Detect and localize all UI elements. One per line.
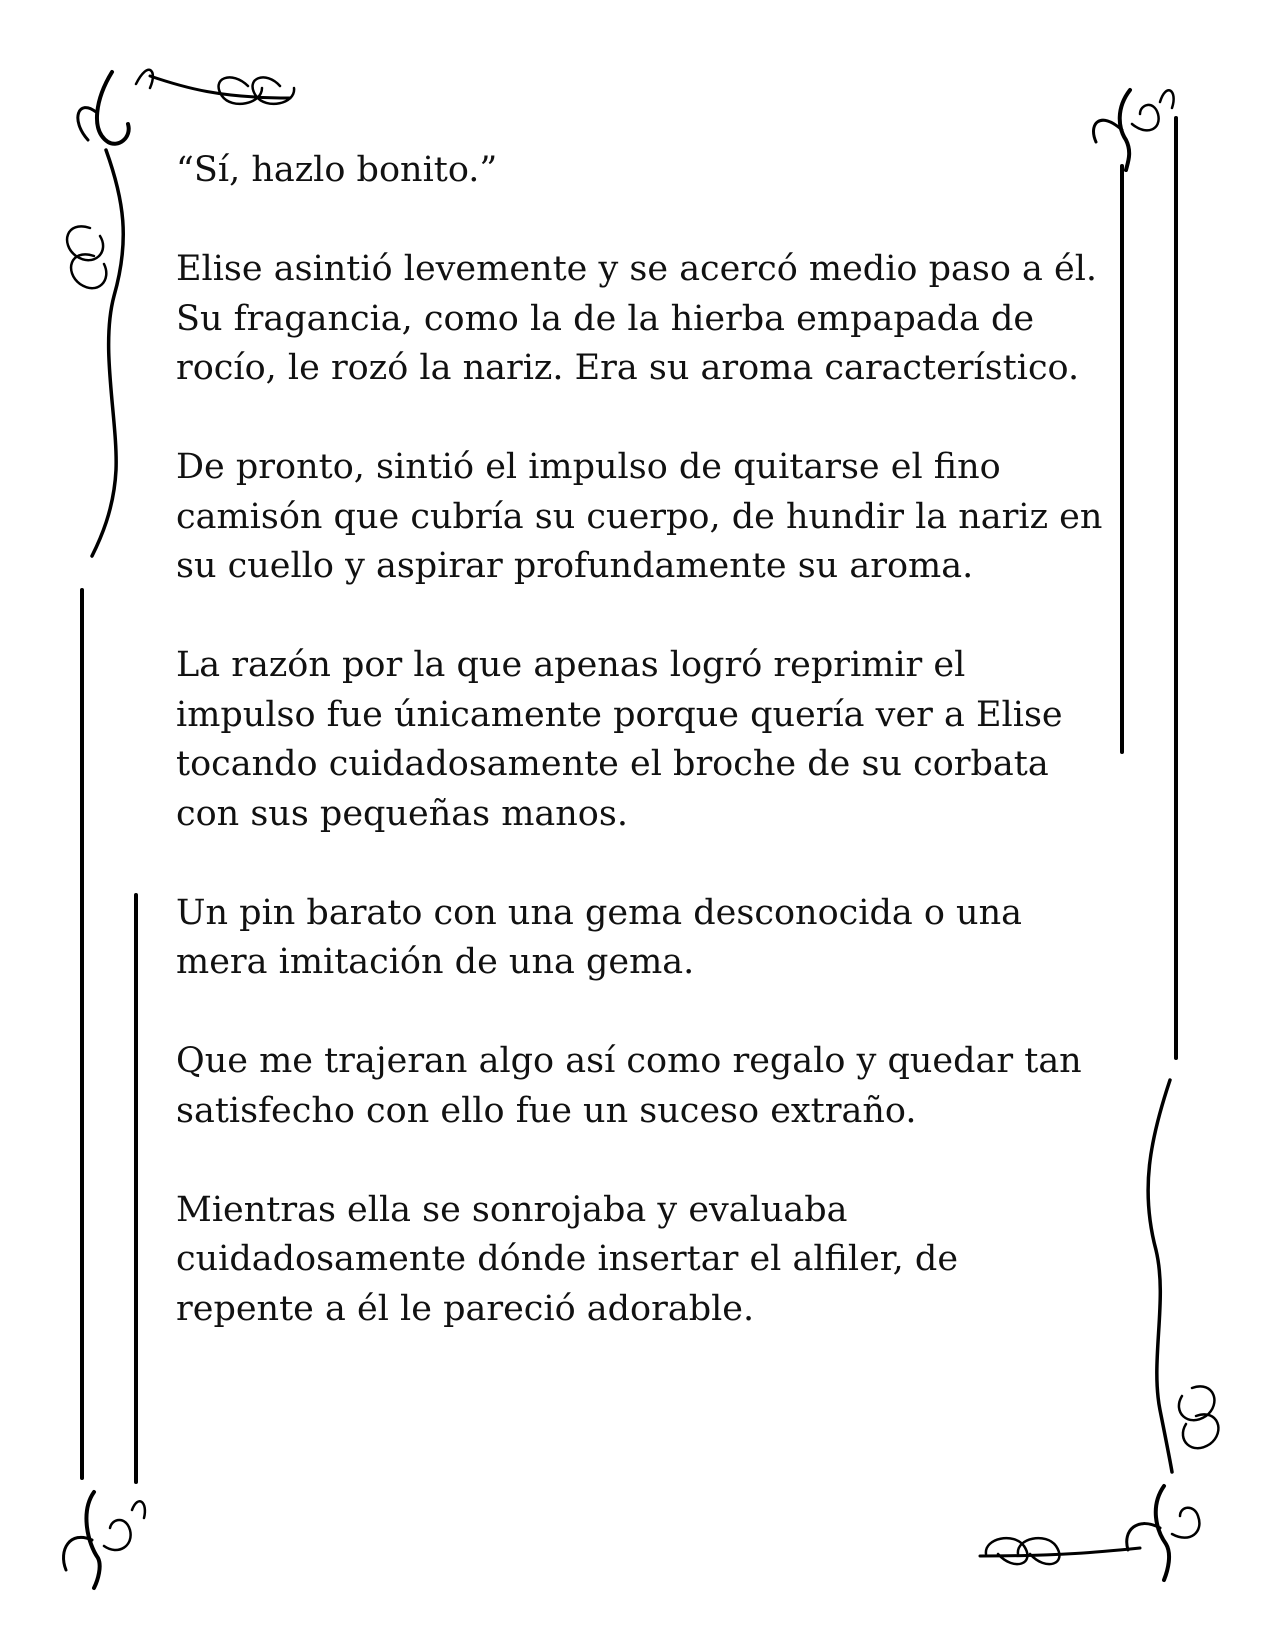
- paragraph-2: Elise asintió levemente y se acercó medio paso a él. Su fragancia, como la de la hierba empapada de rocío, le rozó la nariz. Era su aroma característico.: [176, 249, 1098, 388]
- paragraph-1: “Sí, hazlo bonito.”: [176, 150, 498, 190]
- corner-flourish-bottom-left: [64, 1492, 145, 1588]
- paragraph-5: Un pin barato con una gema desconocida o una mera imitación de una gema.: [176, 892, 1022, 982]
- paragraph-3: De pronto, sintió el impulso de quitarse el fino camisón que cubría su cuerpo, de hundir la nariz en su cuello y aspirar profundamente su aroma.: [176, 447, 1103, 586]
- paragraph-4: La razón por la que apenas logró reprimir el impulso fue únicamente porque quería ver a Elise tocando cuidadosamente el broche de su corbata con sus pequeñas manos.: [176, 645, 1063, 834]
- paragraph-6: Que me trajeran algo así como regalo y quedar tan satisfecho con ello fue un suceso extraño.: [176, 1041, 1082, 1131]
- paragraph-7: Mientras ella se sonrojaba y evaluaba cuidadosamente dónde insertar el alfiler, de repente a él le pareció adorable.: [176, 1189, 959, 1329]
- story-text: [176, 146, 1106, 1384]
